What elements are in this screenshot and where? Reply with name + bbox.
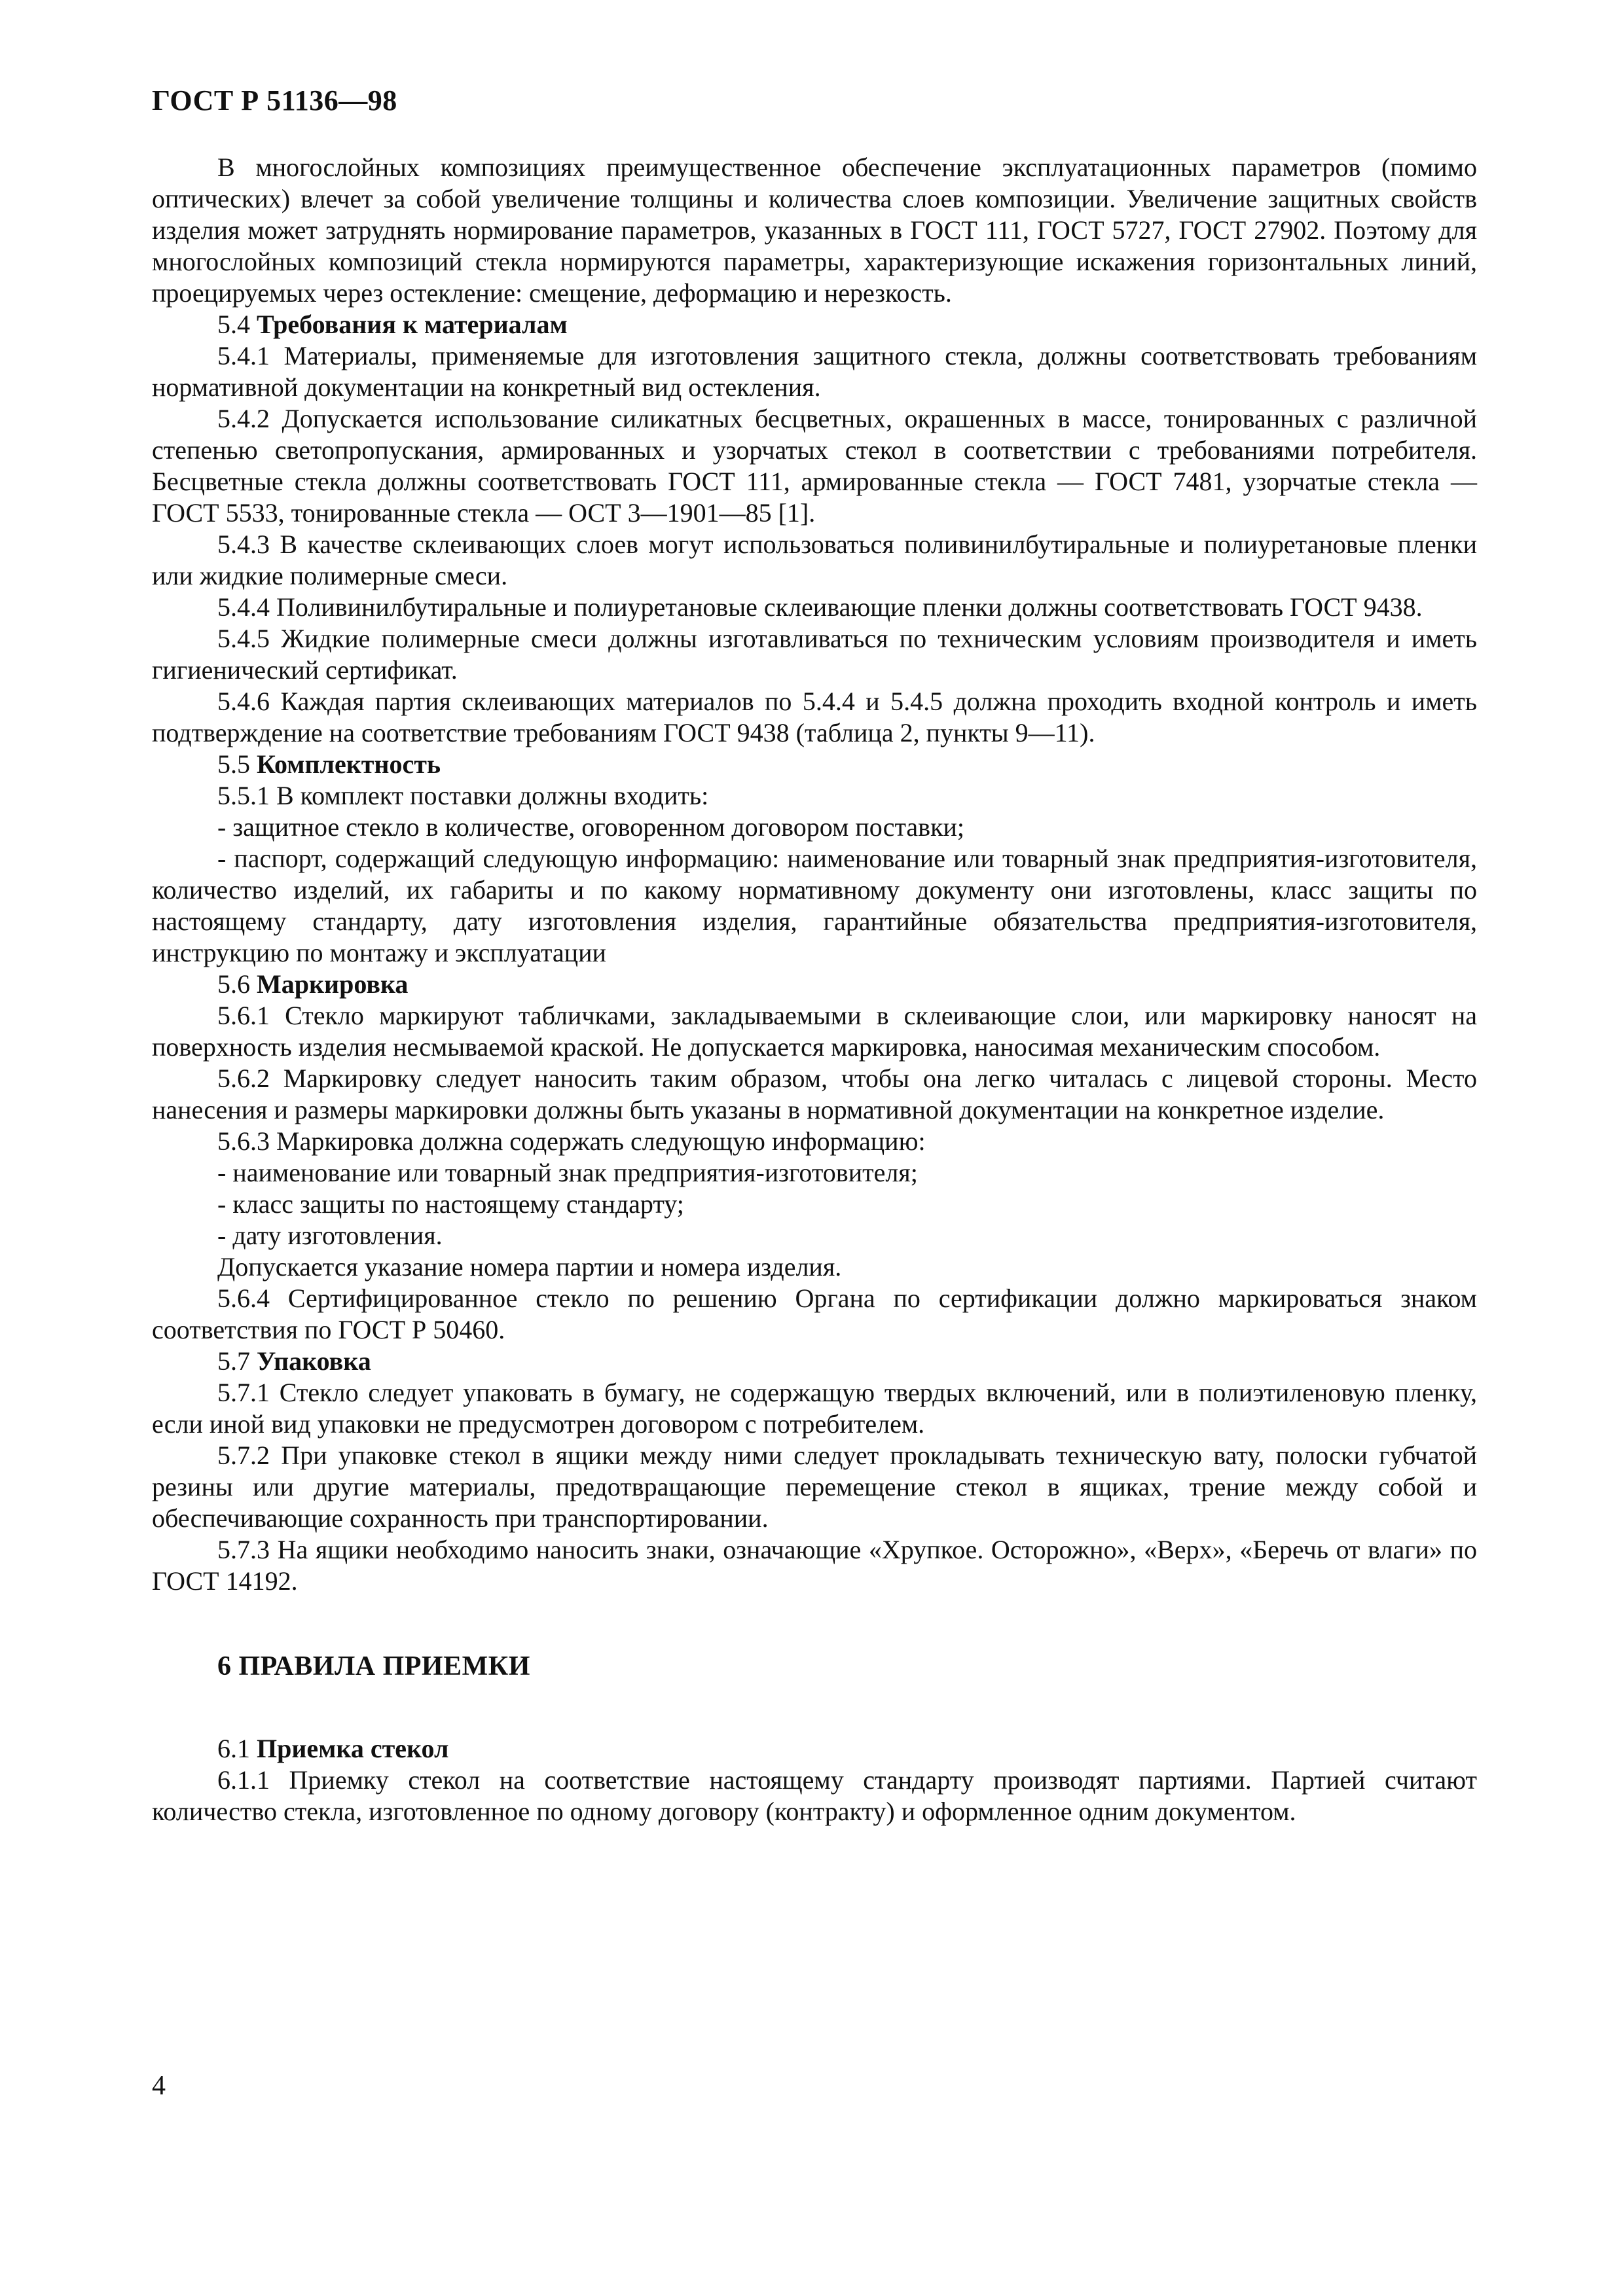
paragraph-5-7-3: 5.7.3 На ящики необходимо наносить знаки, означающие «Хрупкое. Осторожно», «Верх», «Беречь от влаги» по ГОСТ 14192. [152,1535,1477,1596]
list-item: - класс защиты по настоящему стандарту; [217,1189,684,1219]
subsection-number: 5.6 [217,969,250,999]
section-heading-6: 6 ПРАВИЛА ПРИЕМКИ [217,1651,530,1681]
subsection-heading-5-6 [152,969,1477,1000]
paragraph-5-7-1: 5.7.1 Стекло следует упаковать в бумагу, не содержащую твердых включений, или в полиэтиленовую пленку, если иной вид упаковки не предусмотрен договором с потребителем. [152,1378,1477,1439]
paragraph-6-1-1: 6.1.1 Приемку стекол на соответствие настоящему стандарту производят партиями. Партией считают количество стекла, изготовленное по одному договору (контракту) и оформленное одним документом. [152,1765,1477,1826]
paragraph-5-4-5: 5.4.5 Жидкие полимерные смеси должны изготавливаться по техническим условиям производителя и иметь гигиенический сертификат. [152,624,1477,685]
paragraph-5-6-3: 5.6.3 Маркировка должна содержать следующую информацию: [217,1126,926,1156]
paragraph-5-4-4: 5.4.4 Поливинилбутиральные и полиуретановые склеивающие пленки должны соответствовать ГОСТ 9438. [217,592,1423,622]
subsection-heading-5-4 [152,309,1477,340]
paragraph-5-6-2: 5.6.2 Маркировку следует наносить таким образом, чтобы она легко читалась с лицевой стороны. Место нанесения и размеры маркировки должны быть указаны в нормативной документации на конкретное изделие. [152,1064,1477,1124]
subsection-heading-6-1 [152,1733,1477,1765]
subsection-title: Требования к материалам [257,310,568,339]
subsection-heading-5-5 [152,749,1477,780]
list-item: - дату изготовления. [217,1221,443,1250]
paragraph-5-4-2: 5.4.2 Допускается использование силикатных бесцветных, окрашенных в массе, тонированных с различной степенью светопропускания, армированных и узорчатых стекол в соответствии с требованиями потребителя. Бесцветные стекла должны соответствовать ГОСТ 111, армированные стекла — ГОСТ 7481, узорчатые стекла — ГОСТ 5533, тонированные стекла — ОСТ 3—1901—85 [1]. [152,404,1477,528]
subsection-title: Приемка стекол [257,1734,449,1763]
list-item: - паспорт, содержащий следующую информацию: наименование или товарный знак предприятия-изготовителя, количество изделий, их габариты и по какому нормативному документу они изготовлены, класс защиты по настоящему стандарту, дату изготовления изделия, гарантийные обязательства предприятия-изготовителя, инструкцию по монтажу и эксплуатации [152,844,1477,967]
paragraph-5-5-1: 5.5.1 В комплект поставки должны входить: [217,781,709,810]
paragraph-5-6-1: 5.6.1 Стекло маркируют табличками, закладываемыми в склеивающие слои, или маркировку наносят на поверхность изделия несмываемой краской. Не допускается маркировка, наносимая механическим способом. [152,1001,1477,1062]
subsection-title: Комплектность [257,749,441,779]
document-header: ГОСТ Р 51136—98 [152,84,397,117]
paragraph-5-4-6: 5.4.6 Каждая партия склеивающих материалов по 5.4.4 и 5.4.5 должна проходить входной контроль и иметь подтверждение на соответствие требованиям ГОСТ 9438 (таблица 2, пункты 9—11). [152,687,1477,747]
subsection-number: 5.7 [217,1346,250,1376]
list-item: - защитное стекло в количестве, оговоренном договором поставки; [217,812,965,842]
document-body [152,152,1477,1827]
paragraph-5-4-1: 5.4.1 Материалы, применяемые для изготовления защитного стекла, должны соответствовать требованиям нормативной документации на конкретный вид остекления. [152,341,1477,402]
subsection-number: 5.5 [217,749,250,779]
subsection-number: 5.4 [217,310,250,339]
subsection-number: 6.1 [217,1734,250,1763]
paragraph-intro: В многослойных композициях преимущественное обеспечение эксплуатационных параметров (помимо оптических) влечет за собой увеличение толщины и количества слоев композиции. Увеличение защитных свойств изделия может затруднять нормирование параметров, указанных в ГОСТ 111, ГОСТ 5727, ГОСТ 27902. Поэтому для многослойных композиций стекла нормируются параметры, характеризующие искажения горизонтальных линий, проецируемых через остекление: смещение, деформацию и нерезкость. [152,152,1477,308]
list-item: - наименование или товарный знак предприятия-изготовителя; [217,1158,918,1187]
subsection-title: Упаковка [257,1346,371,1376]
subsection-heading-5-7 [152,1346,1477,1377]
paragraph-5-7-2: 5.7.2 При упаковке стекол в ящики между ними следует прокладывать техническую вату, полоски губчатой резины или другие материалы, предотвращающие перемещение стекол в ящиках, трение между собой и обеспечивающие сохранность при транспортировании. [152,1441,1477,1533]
paragraph-5-4-3: 5.4.3 В качестве склеивающих слоев могут использоваться поливинилбутиральные и полиуретановые пленки или жидкие полимерные смеси. [152,529,1477,590]
paragraph-5-6-4: 5.6.4 Сертифицированное стекло по решению Органа по сертификации должно маркироваться знаком соответствия по ГОСТ Р 50460. [152,1283,1477,1344]
paragraph-note: Допускается указание номера партии и номера изделия. [217,1252,842,1282]
page-number: 4 [152,2071,166,2101]
subsection-title: Маркировка [257,969,409,999]
